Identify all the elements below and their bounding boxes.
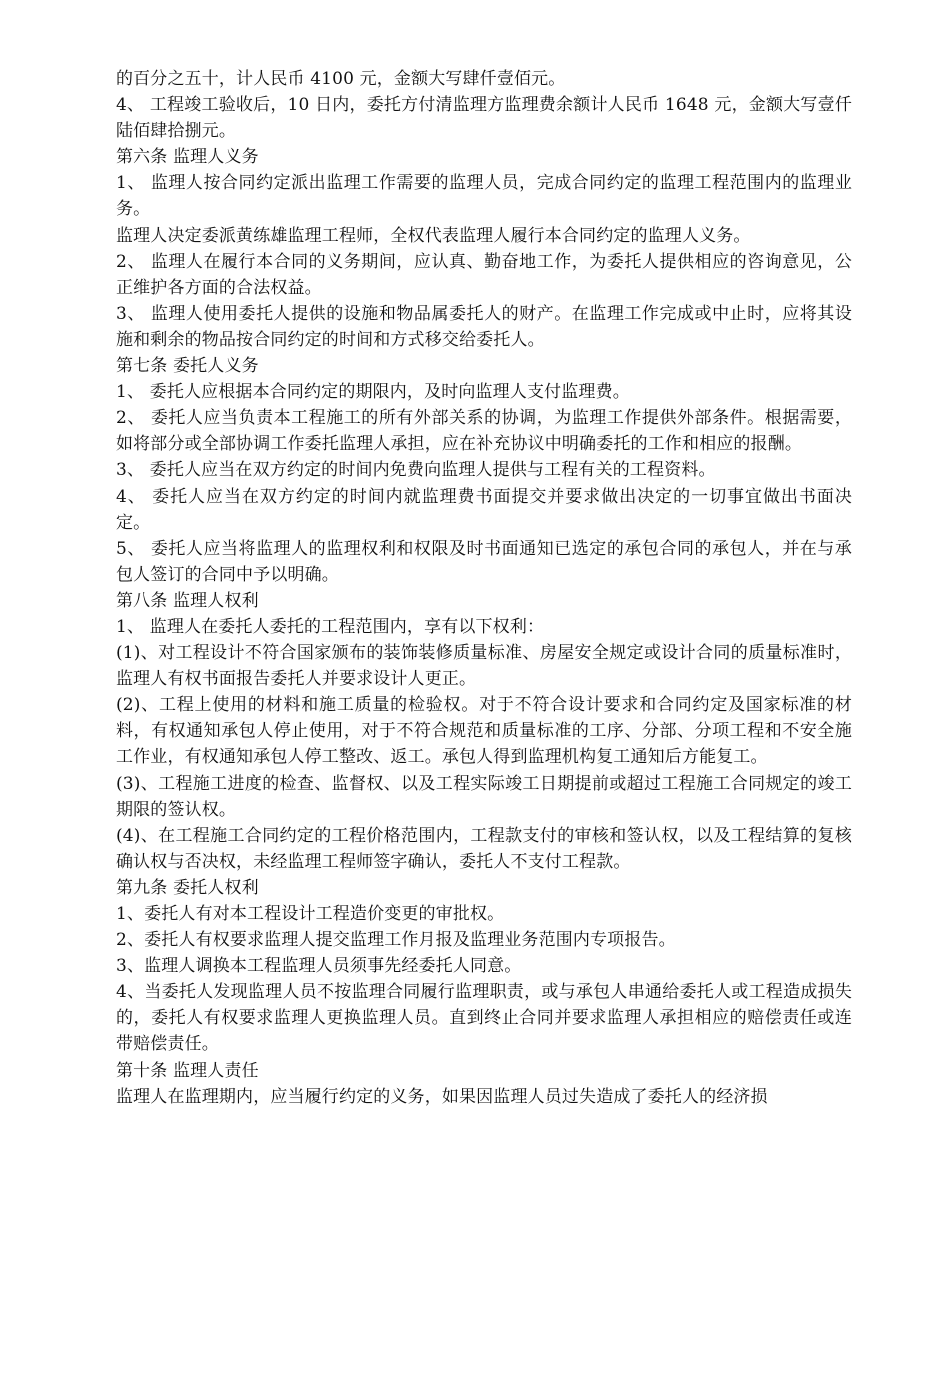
- paragraph: 1、 监理人按合同约定派出监理工作需要的监理人员，完成合同约定的监理工程范围内的监理业务。: [116, 173, 852, 220]
- paragraph: 的百分之五十，计人民币 4100 元，金额大写肆仟壹佰元。: [116, 69, 566, 89]
- paragraph: 1、委托人有对本工程设计工程造价变更的审批权。: [116, 904, 505, 924]
- paragraph: 3、 委托人应当在双方约定的时间内免费向监理人提供与工程有关的工程资料。: [116, 460, 716, 481]
- paragraph: 5、 委托人应当将监理人的监理权利和权限及时书面通知已选定的承包合同的承包人，并在与承包人签订的合同中予以明确。: [116, 538, 852, 585]
- paragraph: 1、 委托人应根据本合同约定的期限内，及时向监理人支付监理费。: [116, 382, 630, 403]
- paragraph: 监理人在监理期内，应当履行约定的义务，如果因监理人员过失造成了委托人的经济损: [116, 1086, 768, 1107]
- section-heading: 第六条 监理人义务: [116, 147, 259, 168]
- section-heading: 第八条 监理人权利: [116, 590, 259, 611]
- paragraph: 2、 监理人在履行本合同的义务期间，应认真、勤奋地工作，为委托人提供相应的咨询意见，公正维护各方面的合法权益。: [116, 251, 852, 298]
- paragraph: 4、 委托人应当在双方约定的时间内就监理费书面提交并要求做出决定的一切事宜做出书面决定。: [116, 486, 852, 533]
- section-heading: 第十条 监理人责任: [116, 1060, 259, 1081]
- paragraph: 3、 监理人使用委托人提供的设施和物品属委托人的财产。在监理工作完成或中止时，应将其设施和剩余的物品按合同约定的时间和方式移交给委托人。: [116, 303, 852, 350]
- paragraph: 1、 监理人在委托人委托的工程范围内，享有以下权利：: [116, 616, 545, 637]
- paragraph: (1)、对工程设计不符合国家颁布的装饰装修质量标准、房屋安全规定或设计合同的质量标准时，监理人有权书面报告委托人并要求设计人更正。: [116, 643, 852, 690]
- paragraph: 4、 工程竣工验收后，10 日内，委托方付清监理方监理费余额计人民币 1648 元，金额大写壹仟陆佰肆拾捌元。: [116, 95, 852, 142]
- paragraph: 2、委托人有权要求监理人提交监理工作月报及监理业务范围内专项报告。: [116, 930, 676, 951]
- section-heading: 第七条 委托人义务: [116, 356, 259, 377]
- paragraph: (3)、工程施工进度的检查、监督权、以及工程实际竣工日期提前或超过工程施工合同规定的竣工期限的签认权。: [116, 773, 852, 820]
- document-body: [116, 66, 852, 1110]
- paragraph: 3、监理人调换本工程监理人员须事先经委托人同意。: [116, 956, 522, 977]
- paragraph: (2)、工程上使用的材料和施工质量的检验权。对于不符合设计要求和合同约定及国家标准的材料，有权通知承包人停止使用，对于不符合规范和质量标准的工序、分部、分项工程和不安全施工作业，有权通知承包人停工整改、返工。承包人得到监理机构复工通知后方能复工。: [116, 695, 852, 768]
- paragraph: 监理人决定委派黄练雄监理工程师，全权代表监理人履行本合同约定的监理人义务。: [116, 225, 751, 246]
- paragraph: 2、 委托人应当负责本工程施工的所有外部关系的协调，为监理工作提供外部条件。根据需要，如将部分或全部协调工作委托监理人承担，应在补充协议中明确委托的工作和相应的报酬。: [116, 408, 852, 455]
- section-heading: 第九条 委托人权利: [116, 877, 259, 898]
- paragraph: 4、当委托人发现监理人员不按监理合同履行监理职责，或与承包人串通给委托人或工程造成损失的，委托人有权要求监理人更换监理人员。直到终止合同并要求监理人承担相应的赔偿责任或连带赔偿责任。: [116, 982, 852, 1055]
- paragraph: (4)、在工程施工合同约定的工程价格范围内，工程款支付的审核和签认权，以及工程结算的复核确认权与否决权，未经监理工程师签字确认，委托人不支付工程款。: [116, 825, 852, 872]
